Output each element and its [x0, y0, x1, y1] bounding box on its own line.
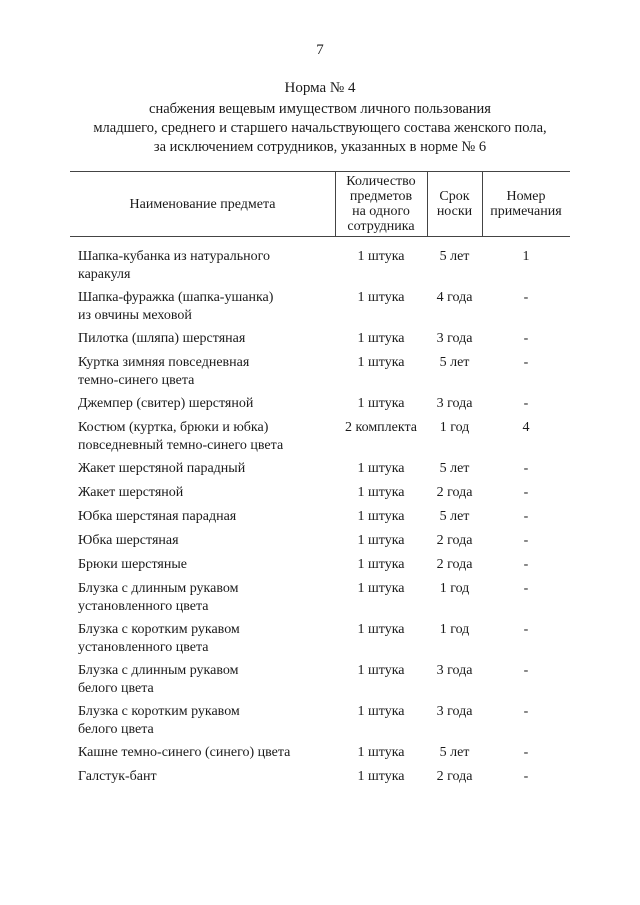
- header-quantity-line: предметов: [349, 189, 413, 204]
- header-quantity: [335, 172, 428, 236]
- table-row: [70, 508, 570, 532]
- subtitle-line: снабжения вещевым имуществом личного пользования: [149, 101, 491, 117]
- table-body: [70, 248, 570, 792]
- item-name-cell: [70, 580, 335, 621]
- term-cell: 5 лет: [439, 509, 470, 524]
- item-name-cell: [70, 703, 335, 744]
- table-row: [70, 532, 570, 556]
- note-cell: -: [523, 331, 529, 346]
- term-cell: 5 лет: [439, 461, 470, 476]
- item-name-line: Жакет шерстяной: [78, 485, 184, 500]
- header-term-line: носки: [436, 204, 473, 219]
- item-name-line: Галстук-бант: [78, 769, 157, 784]
- item-name-cell: [70, 768, 335, 792]
- quantity-cell: 1 штука: [357, 509, 405, 524]
- table-row: [70, 556, 570, 580]
- item-name-line: Жакет шерстяной парадный: [78, 461, 246, 476]
- item-name-cell: [70, 556, 335, 580]
- item-name-line: Кашне темно-синего (синего) цвета: [78, 745, 291, 760]
- note-cell: -: [523, 355, 529, 370]
- item-name-cell: [70, 395, 335, 419]
- item-name-line: установленного цвета: [78, 640, 209, 655]
- quantity-cell: 1 штука: [357, 485, 405, 500]
- note-cell: -: [523, 509, 529, 524]
- quantity-cell: 1 штука: [357, 622, 405, 637]
- item-name-line: установленного цвета: [78, 599, 209, 614]
- item-name-line: Джемпер (свитер) шерстяной: [78, 396, 254, 411]
- item-name-line: Брюки шерстяные: [78, 557, 187, 572]
- quantity-cell: 1 штука: [357, 704, 405, 719]
- item-name-cell: [70, 744, 335, 768]
- note-cell: -: [523, 622, 529, 637]
- note-cell: -: [523, 745, 529, 760]
- quantity-cell: 2 комплекта: [345, 420, 417, 435]
- item-name-cell: [70, 289, 335, 330]
- note-cell: -: [523, 461, 529, 476]
- header-item-name: [70, 172, 336, 236]
- term-cell: 1 год: [439, 622, 470, 637]
- item-name-line: Блузка с длинным рукавом: [78, 581, 239, 596]
- header-quantity-line: сотрудника: [347, 219, 415, 234]
- note-cell: -: [523, 396, 529, 411]
- term-cell: 2 года: [436, 557, 473, 572]
- note-cell: 4: [522, 420, 530, 435]
- subtitle-line: за исключением сотрудников, указанных в норме № 6: [153, 139, 487, 155]
- item-name-line: темно-синего цвета: [78, 373, 195, 388]
- term-cell: 3 года: [436, 396, 473, 411]
- term-cell: 3 года: [436, 331, 473, 346]
- item-name-line: Блузка с коротким рукавом: [78, 622, 240, 637]
- table-row: [70, 289, 570, 330]
- table-row: [70, 419, 570, 460]
- table-row: [70, 621, 570, 662]
- note-cell: -: [523, 581, 529, 596]
- item-name-line: Пилотка (шляпа) шерстяная: [78, 331, 246, 346]
- quantity-cell: 1 штука: [357, 581, 405, 596]
- note-cell: -: [523, 769, 529, 784]
- header-term: [427, 172, 483, 236]
- item-name-cell: [70, 330, 335, 354]
- item-name-line: Куртка зимняя повседневная: [78, 355, 250, 370]
- item-name-line: Блузка с длинным рукавом: [78, 663, 239, 678]
- norm-subtitle: [60, 100, 580, 157]
- item-name-line: Костюм (куртка, брюки и юбка): [78, 420, 269, 435]
- term-cell: 5 лет: [439, 745, 470, 760]
- item-name-line: Шапка-фуражка (шапка-ушанка): [78, 290, 274, 305]
- table-header: [70, 171, 570, 237]
- table-row: [70, 248, 570, 289]
- page-number: 7: [316, 42, 324, 58]
- header-quantity-line: Количество: [346, 174, 416, 189]
- term-cell: 5 лет: [439, 355, 470, 370]
- note-cell: -: [523, 485, 529, 500]
- note-cell: -: [523, 557, 529, 572]
- header-item-name-label: Наименование предмета: [129, 196, 276, 212]
- table-row: [70, 744, 570, 768]
- quantity-cell: 1 штука: [357, 745, 405, 760]
- note-cell: -: [523, 290, 529, 305]
- header-quantity-line: на одного: [352, 204, 410, 219]
- term-cell: 2 года: [436, 769, 473, 784]
- quantity-cell: 1 штука: [357, 663, 405, 678]
- table-row: [70, 768, 570, 792]
- note-cell: -: [523, 533, 529, 548]
- item-name-cell: [70, 621, 335, 662]
- term-cell: 3 года: [436, 663, 473, 678]
- table-row: [70, 662, 570, 703]
- subtitle-line: младшего, среднего и старшего начальствующего состава женского пола,: [93, 120, 547, 136]
- item-name-line: белого цвета: [78, 681, 154, 696]
- note-cell: -: [523, 663, 529, 678]
- table-row: [70, 354, 570, 395]
- item-name-line: Юбка шерстяная: [78, 533, 179, 548]
- item-name-cell: [70, 419, 335, 460]
- item-name-line: Блузка с коротким рукавом: [78, 704, 240, 719]
- table-row: [70, 484, 570, 508]
- quantity-cell: 1 штука: [357, 533, 405, 548]
- table-row: [70, 395, 570, 419]
- term-cell: 1 год: [439, 581, 470, 596]
- item-name-line: Юбка шерстяная парадная: [78, 509, 237, 524]
- item-name-cell: [70, 508, 335, 532]
- item-name-cell: [70, 354, 335, 395]
- term-cell: 3 года: [436, 704, 473, 719]
- quantity-cell: 1 штука: [357, 396, 405, 411]
- item-name-cell: [70, 532, 335, 556]
- item-name-cell: [70, 484, 335, 508]
- quantity-cell: 1 штука: [357, 331, 405, 346]
- table-row: [70, 330, 570, 354]
- item-name-cell: [70, 460, 335, 484]
- item-name-line: белого цвета: [78, 722, 154, 737]
- header-note-line: Номер: [506, 189, 546, 204]
- item-name-line: Шапка-кубанка из натурального: [78, 249, 271, 264]
- term-cell: 2 года: [436, 533, 473, 548]
- term-cell: 5 лет: [439, 249, 470, 264]
- header-term-line: Срок: [439, 189, 470, 204]
- item-name-cell: [70, 248, 335, 289]
- table-row: [70, 580, 570, 621]
- header-note: [482, 172, 570, 236]
- quantity-cell: 1 штука: [357, 249, 405, 264]
- quantity-cell: 1 штука: [357, 461, 405, 476]
- norm-title: Норма № 4: [284, 80, 356, 96]
- quantity-cell: 1 штука: [357, 769, 405, 784]
- term-cell: 4 года: [436, 290, 473, 305]
- quantity-cell: 1 штука: [357, 355, 405, 370]
- term-cell: 1 год: [439, 420, 470, 435]
- item-name-line: из овчины меховой: [78, 308, 192, 323]
- header-note-line: примечания: [490, 204, 562, 219]
- quantity-cell: 1 штука: [357, 290, 405, 305]
- quantity-cell: 1 штука: [357, 557, 405, 572]
- note-cell: 1: [522, 249, 530, 264]
- item-name-line: повседневный темно-синего цвета: [78, 438, 284, 453]
- table-row: [70, 703, 570, 744]
- item-name-cell: [70, 662, 335, 703]
- note-cell: -: [523, 704, 529, 719]
- item-name-line: каракуля: [78, 267, 131, 282]
- table-row: [70, 460, 570, 484]
- term-cell: 2 года: [436, 485, 473, 500]
